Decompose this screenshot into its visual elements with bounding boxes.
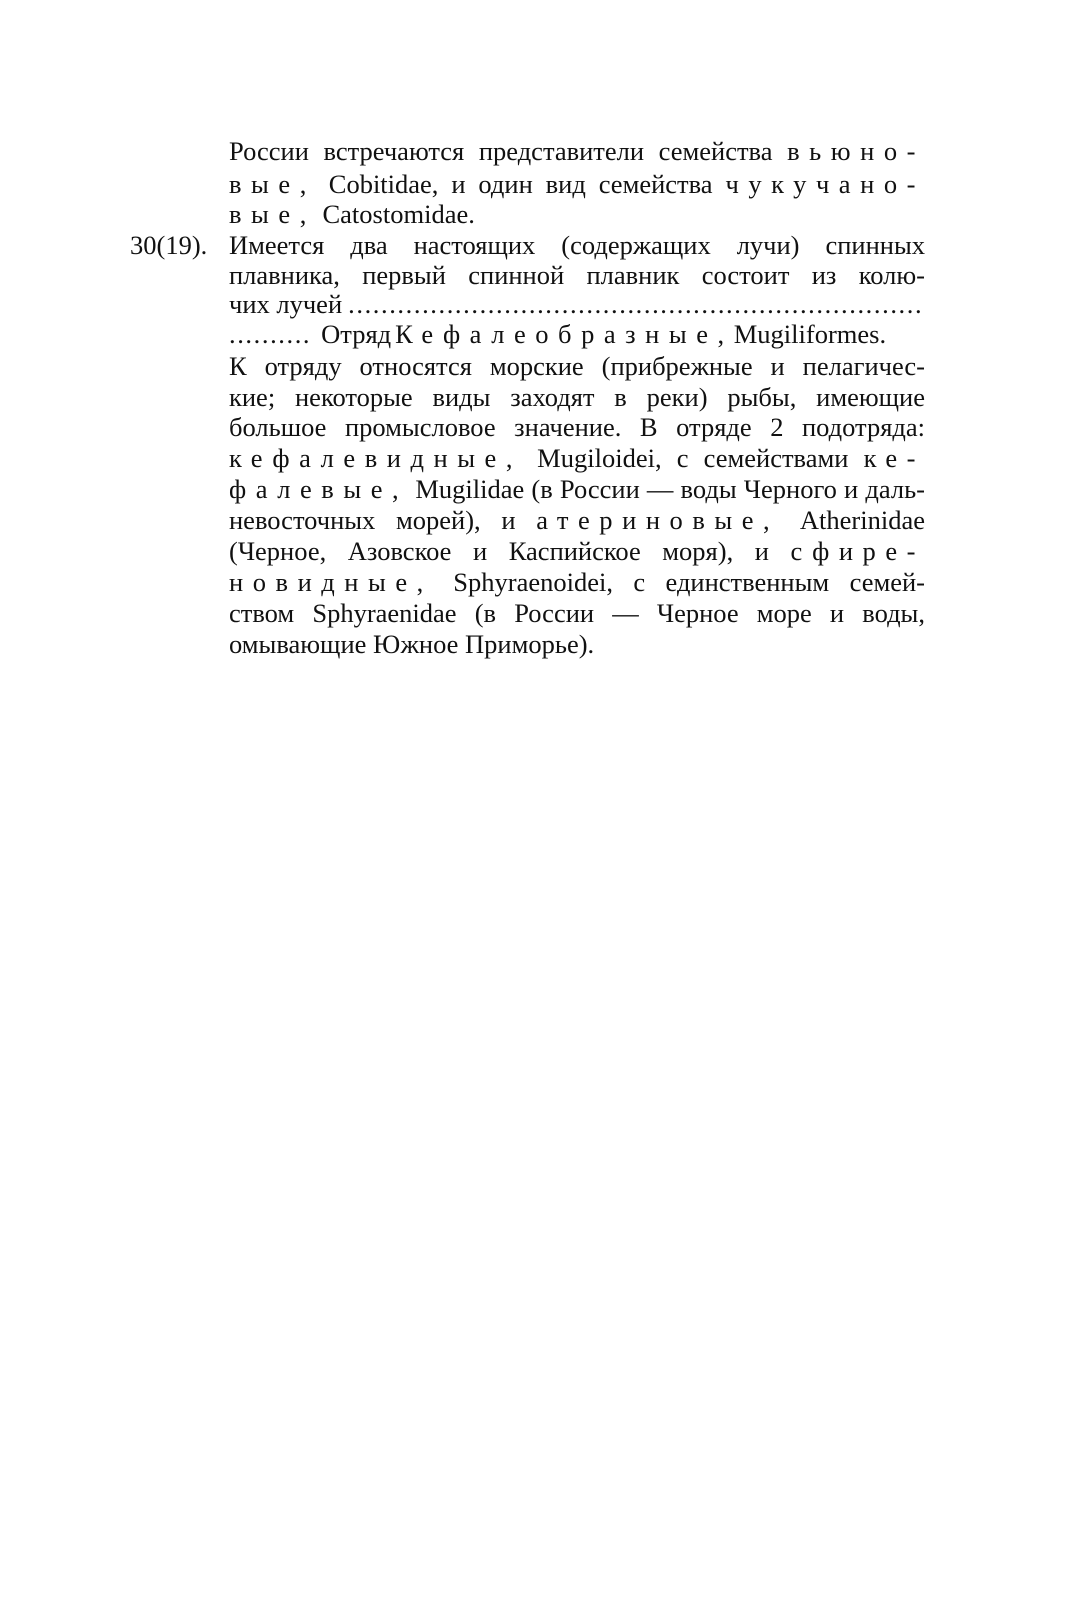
spaced-term: вые,	[229, 169, 316, 199]
text-run: Отряд	[321, 319, 392, 349]
text-line: большое промысловое значение. В отряде 2 подотряда:	[229, 412, 925, 442]
spaced-term: вьюно-	[787, 136, 925, 166]
dot-leader	[229, 317, 311, 351]
text-line	[229, 534, 925, 568]
text-line: К отряду относятся морские (прибрежные и пелагичес-	[229, 351, 925, 381]
spaced-term: Кефалеобразные,	[395, 319, 734, 349]
dot-leader	[348, 287, 925, 321]
spaced-term: сфире-	[790, 536, 926, 566]
text-run: (Черное, Азовское и Каспийское моря), и	[229, 536, 769, 566]
text-line: ством Sphyraenidae (в России — Черное море и воды,	[229, 598, 925, 628]
text-run: Catostomidae.	[315, 199, 475, 229]
text-line	[229, 441, 925, 475]
text-line-with-leader	[229, 287, 925, 321]
spaced-term: чукучано-	[725, 169, 925, 199]
spaced-term: ке-	[863, 443, 925, 473]
text-line	[229, 167, 925, 201]
text-line: омывающие Южное Приморье).	[229, 629, 595, 659]
text-line	[229, 503, 925, 537]
spaced-term: кефалевидные,	[229, 443, 523, 473]
text-line	[229, 565, 925, 599]
text-line: плавника, первый спинной плавник состоит из колю-	[229, 260, 925, 290]
text-run: Cobitidae, и один вид семейства	[315, 169, 726, 199]
text-run: Mugilidae (в России — воды Черного и даль-	[408, 474, 925, 504]
text-run: Atherinidae	[779, 505, 925, 535]
spaced-term: атериновые,	[536, 505, 780, 535]
text-line: кие; некоторые виды заходят в реки) рыбы, имеющие	[229, 382, 925, 412]
spaced-term: вые,	[229, 199, 316, 229]
text-line: Имеется два настоящих (содержащих лучи) спинных	[229, 230, 925, 260]
spaced-term: новидные,	[229, 567, 433, 597]
text-line	[229, 134, 925, 168]
text-run: чих лучей	[229, 289, 343, 319]
text-run: невосточных морей), и	[229, 505, 516, 535]
text-run: Mugiliformes.	[733, 319, 887, 349]
spaced-term: фалевые,	[229, 474, 409, 504]
order-heading-line	[229, 317, 925, 351]
text-run: Mugiloidei, с семействами	[522, 443, 864, 473]
text-run: России встречаются представители семейства	[229, 136, 788, 166]
text-line	[229, 197, 925, 231]
text-run: Sphyraenoidei, с единственным семей-	[432, 567, 925, 597]
key-entry-number: 30(19).	[130, 230, 208, 260]
text-line	[229, 472, 925, 506]
